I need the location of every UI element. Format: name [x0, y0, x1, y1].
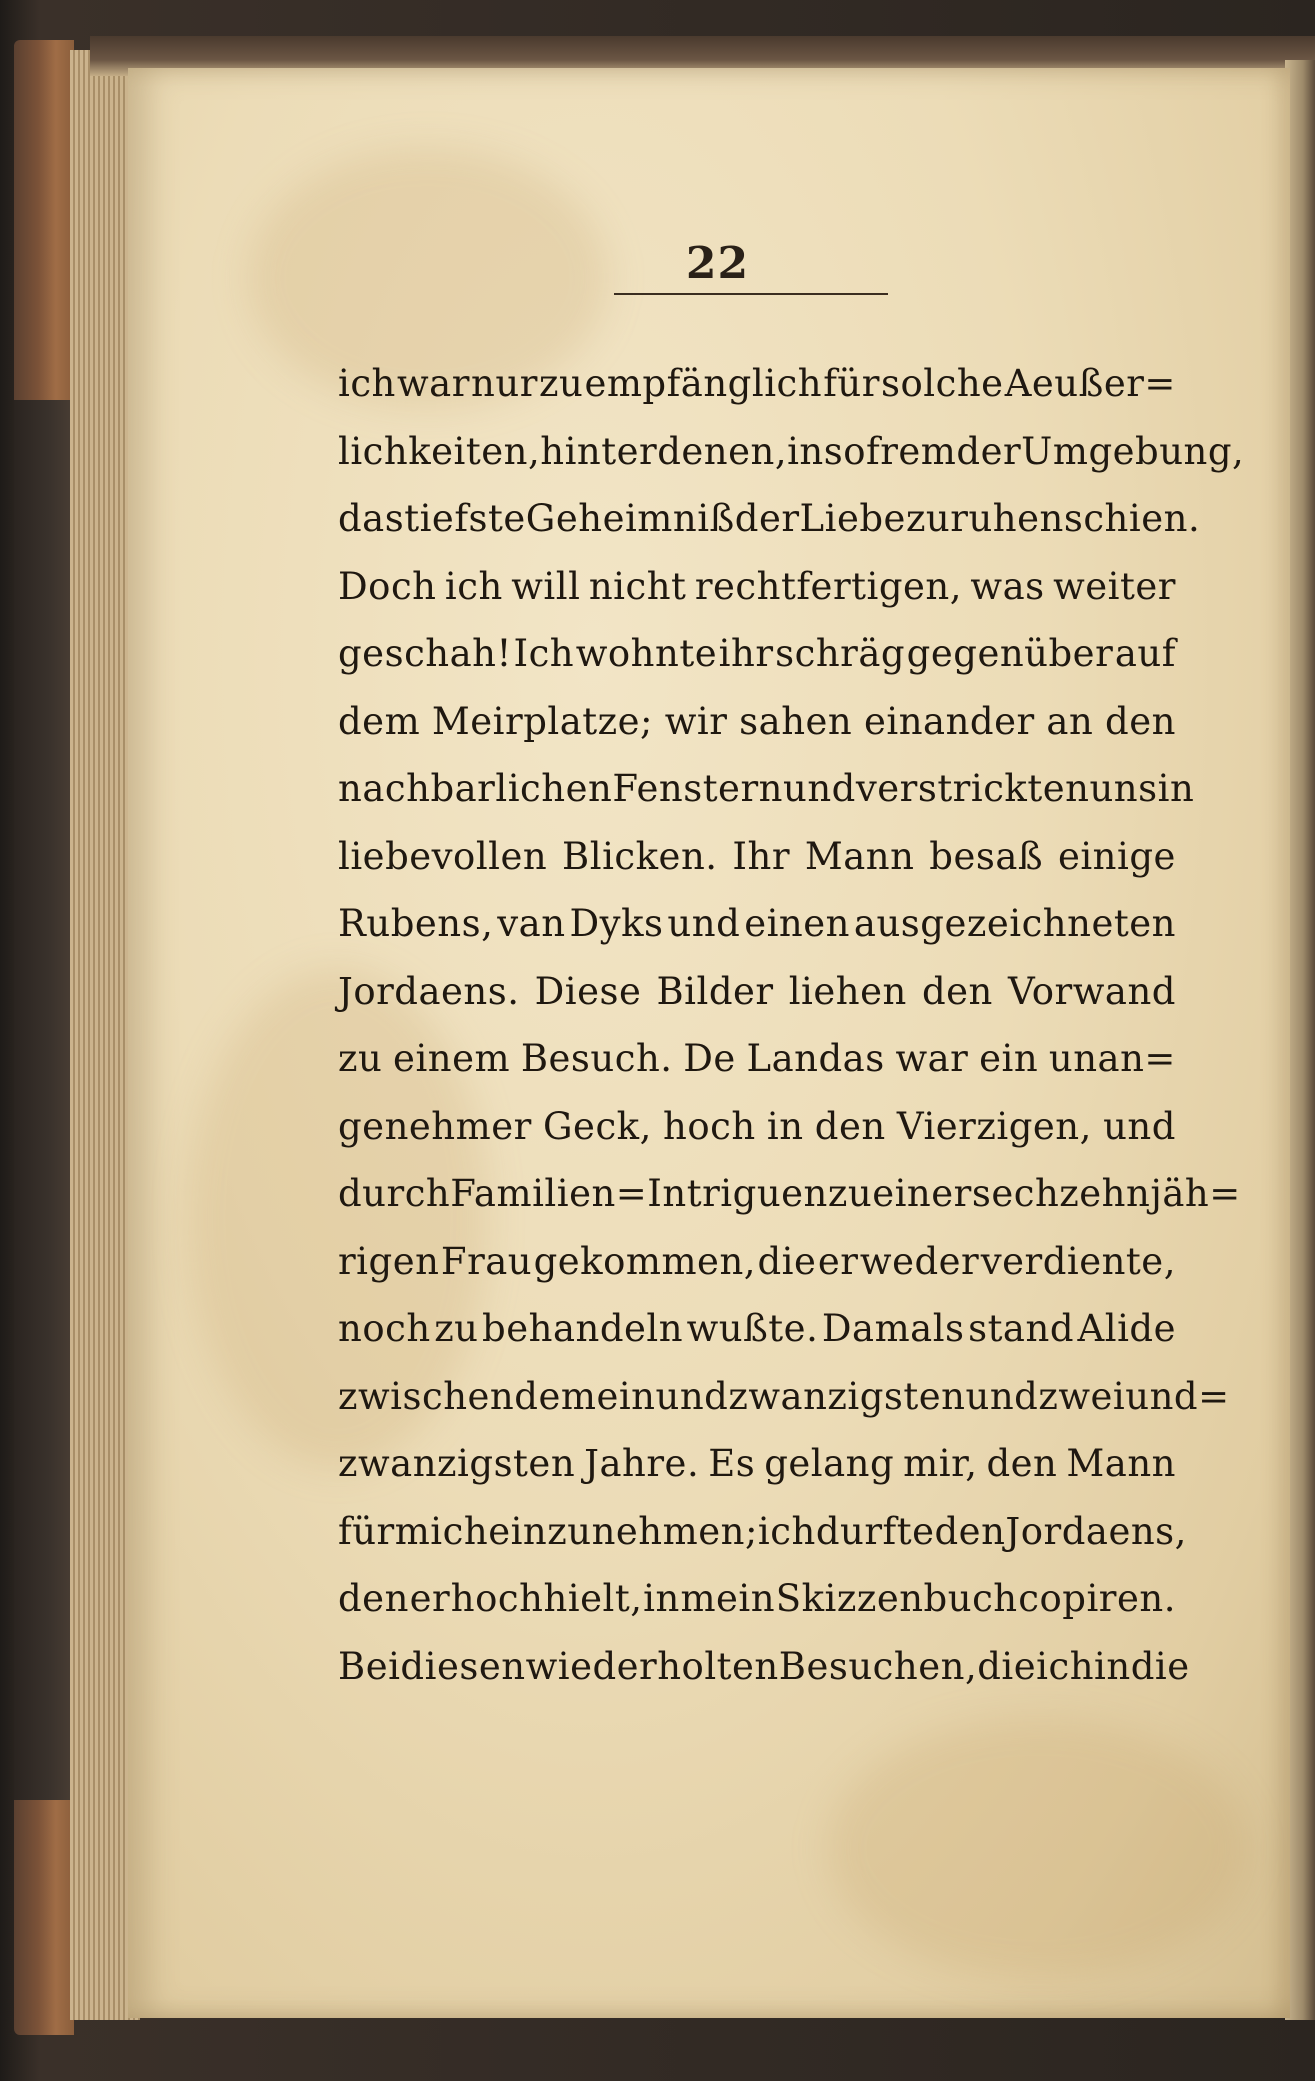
text-line: nachbarlichen Fenstern und verstrickten uns in — [338, 767, 1195, 811]
text-line: lichkeiten, hinter denen, in so fremder Umgebung, — [338, 429, 1245, 473]
text-line: rigen Frau gekommen, die er weder verdiente, — [338, 1239, 1176, 1283]
text-line: zu einem Besuch. De Landas war ein unan= — [338, 1037, 1176, 1081]
text-line: den er hochhielt, in mein Skizzenbuch copiren. — [338, 1577, 1176, 1621]
text-line: noch zu behandeln wußte. Damals stand Alide — [338, 1307, 1176, 1351]
text-line: das tiefste Geheimniß der Liebe zu ruhen schien. — [338, 497, 1201, 541]
text-line: dem Meirplatze; wir sahen einander an den — [338, 699, 1176, 743]
book-cover-edge — [14, 40, 74, 2035]
text-line: für mich einzunehmen; ich durfte den Jordaens, — [338, 1509, 1187, 1553]
body-text — [338, 350, 1245, 1700]
cover-dark-panel — [14, 400, 74, 1800]
paper-stain — [828, 1718, 1248, 1978]
page-number — [0, 238, 1315, 289]
text-line: ich war nur zu empfänglich für solche Aeußer= — [338, 362, 1176, 406]
page-number-text: 22 — [685, 238, 750, 289]
text-line: liebevollen Blicken. Ihr Mann besaß einige — [338, 834, 1176, 878]
text-line: zwischen dem einundzwanzigsten und zweiund= — [338, 1374, 1230, 1418]
text-line: Rubens, van Dyks und einen ausgezeichneten — [338, 902, 1176, 946]
text-line: durch Familien=Intriguen zu einer sechzehnjäh= — [338, 1172, 1241, 1216]
text-line: Doch ich will nicht rechtfertigen, was weiter — [338, 564, 1176, 608]
text-line: Bei diesen wiederholten Besuchen, die ich in die — [338, 1644, 1190, 1688]
text-line: zwanzigsten Jahre. Es gelang mir, den Mann — [338, 1442, 1176, 1486]
text-line: geschah! Ich wohnte ihr schräg gegenüber auf — [338, 632, 1176, 676]
text-line: Jordaens. Diese Bilder liehen den Vorwand — [338, 969, 1176, 1013]
header-rule — [614, 293, 888, 295]
text-line: genehmer Geck, hoch in den Vierzigen, und — [338, 1104, 1176, 1148]
